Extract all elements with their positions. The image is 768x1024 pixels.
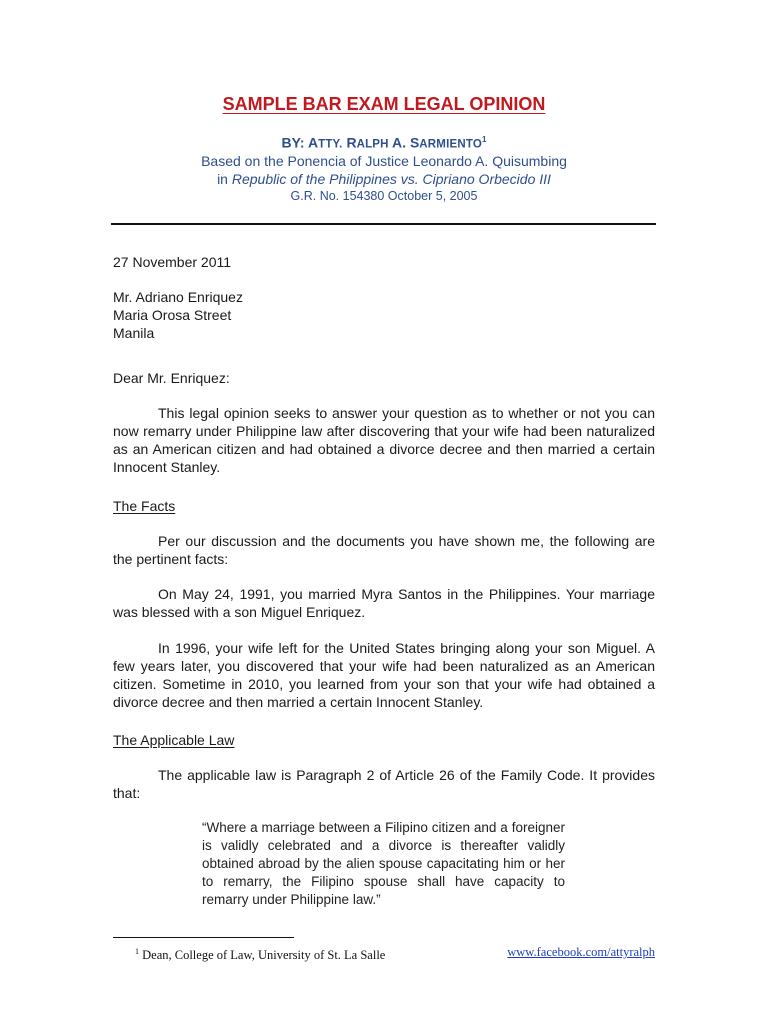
document-title-text: SAMPLE BAR EXAM LEGAL OPINION [222, 94, 546, 114]
case-prefix: in [217, 171, 228, 187]
author-byline [0, 131, 768, 154]
facts-paragraph-3: In 1996, your wife left for the United States bringing along your son Miguel. A few years later, you discovered that your wife had been naturalized as an American citizen. Sometime in 2010, you learned from your son that your wife had obtained a divorce decree and then married a certain Innocent Stanley. [113, 640, 655, 710]
footnote-divider [113, 937, 294, 938]
intro-paragraph: This legal opinion seeks to answer your question as to whether or not you can now remarry under Philippine law after discovering that your wife had been naturalized as an American citizen and had obtained a divorce decree and then married a certain Innocent Stanley. [113, 405, 655, 475]
gr-number: G.R. No. 154380 October 5, 2005 [290, 189, 478, 203]
author-title-initial: A [307, 134, 319, 151]
facebook-link[interactable]: www.facebook.com/attyralph [507, 945, 655, 959]
footnote-text: Dean, College of Law, University of St. La Salle [142, 948, 386, 963]
recipient-city: Manila [113, 325, 155, 341]
family-code-quote: “Where a marriage between a Filipino citizen and a foreigner is validly celebrated and a divorce is thereafter validly obtained abroad by the alien spouse capacitating him or her to remarry, the Filipino spouse shall have capacity to remarry under Philippine law.” [202, 820, 565, 907]
recipient-street: Maria Orosa Street [113, 307, 232, 323]
author-first-initial: R [346, 134, 357, 151]
law-heading-text: The Applicable Law [113, 732, 235, 748]
author-footnote-mark: 1 [482, 135, 487, 144]
recipient-name: Mr. Adriano Enriquez [113, 289, 243, 305]
footnote [135, 944, 385, 963]
byline-prefix: BY: [281, 134, 305, 151]
law-heading [113, 731, 655, 749]
facts-heading-text: The Facts [113, 498, 176, 514]
author-last-rest: ARMIENTO [419, 138, 483, 151]
letter-date: 27 November 2011 [113, 254, 232, 270]
facts-paragraph-2: On May 24, 1991, you married Myra Santos in the Philippines. Your marriage was blessed with a son Miguel Enriquez. [113, 586, 655, 620]
law-paragraph-1: The applicable law is Paragraph 2 of Article 26 of the Family Code. It provides that: [113, 767, 655, 801]
facts-heading [113, 497, 655, 515]
author-middle-initial: A. [392, 134, 407, 151]
case-line [0, 170, 768, 188]
author-title-rest: TTY. [318, 138, 343, 151]
document-title [0, 93, 768, 115]
author-last-initial: S [409, 134, 420, 151]
facts-paragraph-1: Per our discussion and the documents you have shown me, the following are the pertinent facts: [113, 533, 655, 567]
ponencia-line: Based on the Ponencia of Justice Leonardo A. Quisumbing [201, 153, 567, 169]
author-first-rest: ALPH [356, 138, 389, 151]
case-name: Republic of the Philippines vs. Cipriano Orbecido III [231, 171, 551, 187]
footnote-mark: 1 [135, 947, 139, 956]
header-divider [111, 223, 656, 225]
salutation: Dear Mr. Enriquez: [113, 370, 230, 386]
